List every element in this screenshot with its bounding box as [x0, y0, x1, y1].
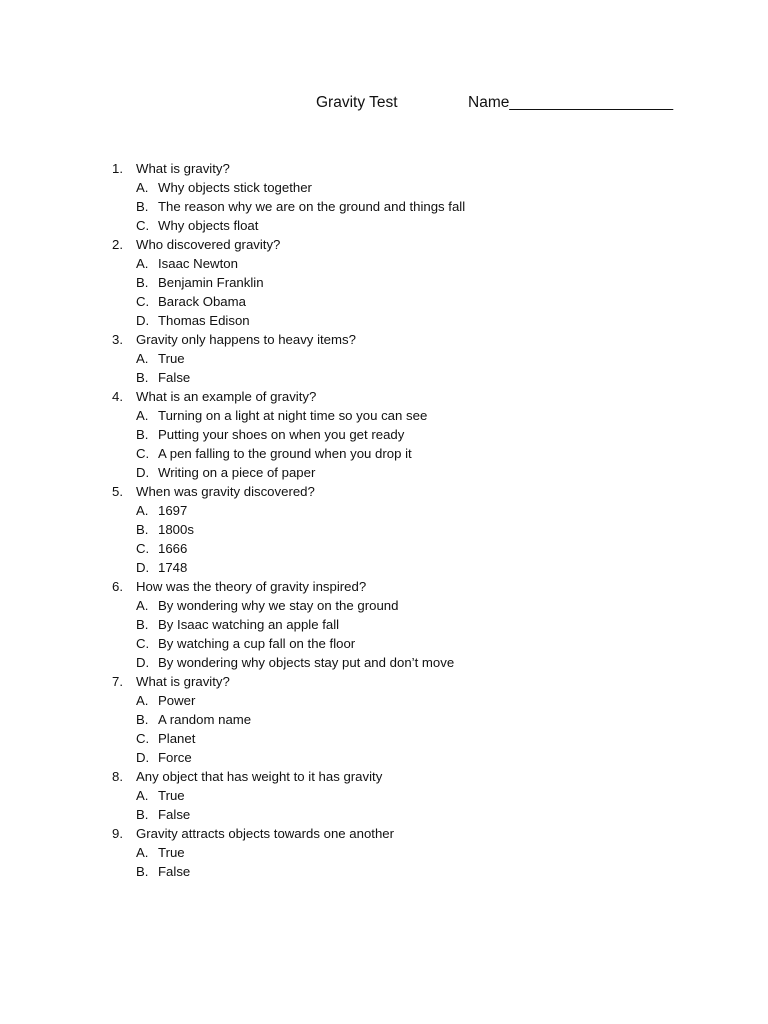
question-text: What is an example of gravity? — [136, 389, 317, 404]
question-9 — [0, 824, 768, 843]
answer-option — [0, 349, 768, 368]
answer-letter: A. — [136, 788, 149, 803]
answer-letter: B. — [136, 427, 149, 442]
answer-letter: B. — [136, 522, 149, 537]
question-number: 4. — [112, 389, 123, 404]
answer-letter: B. — [136, 807, 149, 822]
answer-option — [0, 843, 768, 862]
answer-letter: A. — [136, 845, 149, 860]
question-text: When was gravity discovered? — [136, 484, 315, 499]
answer-option — [0, 501, 768, 520]
answer-option — [0, 729, 768, 748]
answer-option — [0, 615, 768, 634]
answer-letter: A. — [136, 256, 149, 271]
answer-option — [0, 748, 768, 767]
answer-letter: B. — [136, 864, 149, 879]
question-list — [0, 159, 768, 881]
answer-option — [0, 292, 768, 311]
question-number: 2. — [112, 237, 123, 252]
question-3 — [0, 330, 768, 349]
answer-letter: C. — [136, 218, 150, 233]
answer-text: Isaac Newton — [158, 256, 238, 271]
answer-letter: D. — [136, 313, 150, 328]
answer-letter: C. — [136, 636, 150, 651]
answer-text: Thomas Edison — [158, 313, 250, 328]
answer-option — [0, 425, 768, 444]
answer-option — [0, 463, 768, 482]
answer-letter: C. — [136, 446, 150, 461]
answer-letter: A. — [136, 693, 149, 708]
answer-option — [0, 596, 768, 615]
test-title: Gravity Test — [316, 94, 398, 111]
answer-letter: D. — [136, 465, 150, 480]
answer-option — [0, 539, 768, 558]
answer-text: Force — [158, 750, 192, 765]
answer-letter: B. — [136, 199, 149, 214]
question-text: Gravity only happens to heavy items? — [136, 332, 356, 347]
question-number: 6. — [112, 579, 123, 594]
answer-letter: C. — [136, 294, 150, 309]
answer-text: False — [158, 370, 191, 385]
question-4 — [0, 387, 768, 406]
answer-letter: D. — [136, 655, 150, 670]
answer-letter: B. — [136, 712, 149, 727]
answer-letter: A. — [136, 503, 149, 518]
answer-option — [0, 311, 768, 330]
question-text: What is gravity? — [136, 674, 230, 689]
answer-text: A pen falling to the ground when you drop it — [158, 446, 412, 461]
answer-option — [0, 368, 768, 387]
answer-letter: B. — [136, 275, 149, 290]
answer-letter: A. — [136, 408, 149, 423]
answer-text: Barack Obama — [158, 294, 246, 309]
answer-text: Planet — [158, 731, 196, 746]
answer-text: By wondering why we stay on the ground — [158, 598, 399, 613]
answer-option — [0, 444, 768, 463]
question-text: Any object that has weight to it has gravity — [136, 769, 383, 784]
answer-option — [0, 558, 768, 577]
question-number: 5. — [112, 484, 123, 499]
answer-text: Writing on a piece of paper — [158, 465, 316, 480]
answer-option — [0, 406, 768, 425]
answer-text: False — [158, 807, 191, 822]
answer-option — [0, 653, 768, 672]
answer-letter: C. — [136, 731, 150, 746]
answer-text: 1666 — [158, 541, 188, 556]
answer-text: Why objects float — [158, 218, 259, 233]
question-2 — [0, 235, 768, 254]
question-number: 9. — [112, 826, 123, 841]
answer-text: Why objects stick together — [158, 180, 312, 195]
answer-text: By watching a cup fall on the floor — [158, 636, 356, 651]
answer-option — [0, 691, 768, 710]
question-1 — [0, 159, 768, 178]
answer-text: Turning on a light at night time so you can see — [158, 408, 428, 423]
answer-option — [0, 216, 768, 235]
answer-option — [0, 178, 768, 197]
answer-text: False — [158, 864, 191, 879]
answer-text: True — [158, 845, 185, 860]
question-text: What is gravity? — [136, 161, 230, 176]
answer-text: Putting your shoes on when you get ready — [158, 427, 405, 442]
question-number: 3. — [112, 332, 123, 347]
question-7 — [0, 672, 768, 691]
answer-text: 1800s — [158, 522, 194, 537]
test-header — [0, 94, 768, 118]
question-text: Gravity attracts objects towards one another — [136, 826, 395, 841]
question-8 — [0, 767, 768, 786]
answer-letter: A. — [136, 351, 149, 366]
answer-option — [0, 520, 768, 539]
answer-option — [0, 634, 768, 653]
answer-text: The reason why we are on the ground and things fall — [158, 199, 466, 214]
question-number: 7. — [112, 674, 123, 689]
answer-option — [0, 273, 768, 292]
answer-text: Power — [158, 693, 196, 708]
answer-text: Benjamin Franklin — [158, 275, 264, 290]
question-text: How was the theory of gravity inspired? — [136, 579, 367, 594]
answer-letter: D. — [136, 560, 150, 575]
question-number: 8. — [112, 769, 123, 784]
answer-letter: B. — [136, 617, 149, 632]
answer-text: A random name — [158, 712, 252, 727]
question-6 — [0, 577, 768, 596]
answer-text: 1697 — [158, 503, 188, 518]
name-field-label: Name___________________ — [468, 94, 674, 111]
answer-option — [0, 805, 768, 824]
answer-option — [0, 862, 768, 881]
answer-letter: B. — [136, 370, 149, 385]
answer-text: By wondering why objects stay put and don’t move — [158, 655, 455, 670]
answer-letter: A. — [136, 598, 149, 613]
answer-text: True — [158, 788, 185, 803]
answer-option — [0, 786, 768, 805]
answer-letter: A. — [136, 180, 149, 195]
answer-letter: C. — [136, 541, 150, 556]
question-text: Who discovered gravity? — [136, 237, 281, 252]
answer-text: By Isaac watching an apple fall — [158, 617, 340, 632]
question-number: 1. — [112, 161, 123, 176]
answer-text: True — [158, 351, 185, 366]
answer-letter: D. — [136, 750, 150, 765]
answer-option — [0, 254, 768, 273]
question-5 — [0, 482, 768, 501]
answer-text: 1748 — [158, 560, 188, 575]
answer-option — [0, 710, 768, 729]
answer-option — [0, 197, 768, 216]
